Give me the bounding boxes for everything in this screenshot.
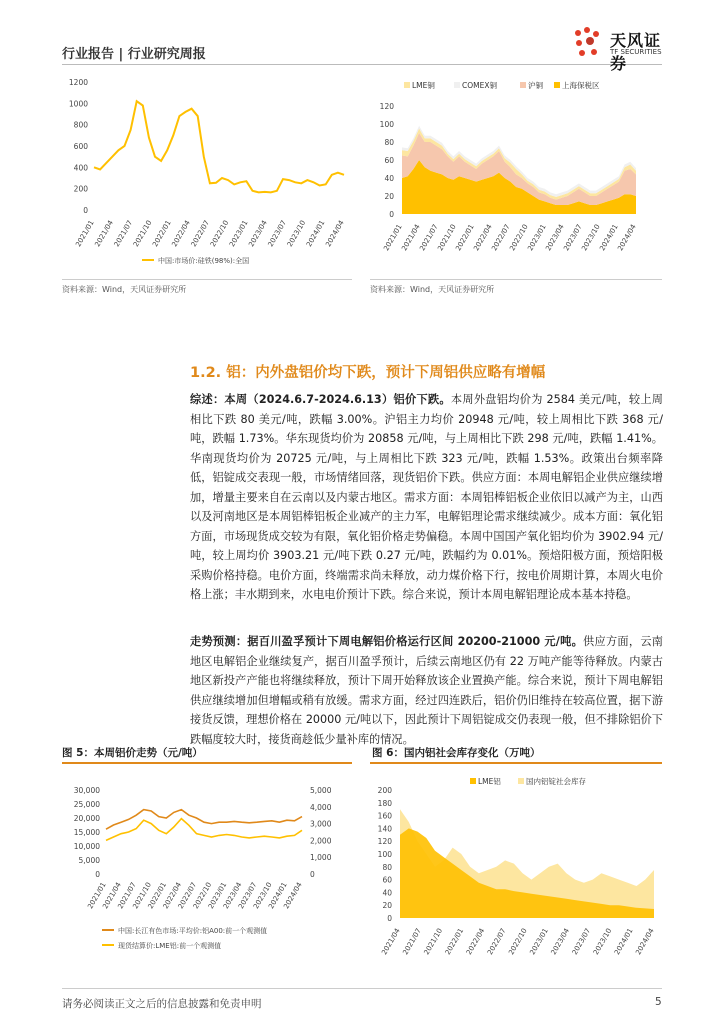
legend-label: 沪铜 <box>528 81 543 90</box>
y-tick-label: 0 <box>83 206 88 215</box>
x-tick-label: 2023/01 <box>526 223 548 253</box>
legend-swatch <box>518 778 524 784</box>
x-tick-label: 2022/10 <box>508 223 530 253</box>
y-tick-label: 0 <box>389 210 394 219</box>
y-tick-label: 800 <box>73 120 88 130</box>
legend <box>470 776 586 786</box>
x-tick-label: 2024/04 <box>616 223 638 253</box>
y-tick-label: 400 <box>73 163 88 173</box>
x-tick-label: 2024/01 <box>598 223 620 253</box>
x-tick-label: 2021/01 <box>382 223 404 253</box>
report-header: 行业报告 | 行业研究周报 <box>62 47 206 62</box>
summary-paragraph <box>190 390 663 605</box>
y-tick-label: 0 <box>387 914 392 923</box>
x-tick-label: 2024/04 <box>324 219 346 249</box>
x-tick-label: 2024/04 <box>634 927 656 957</box>
series-line <box>94 101 344 192</box>
logo-text-en: TF SECURITIES <box>610 48 662 56</box>
x-tick-label: 2023/01 <box>528 927 550 957</box>
x-tick-label: 2021/10 <box>436 223 458 253</box>
x-tick-label: 2021/10 <box>131 219 154 249</box>
legend-swatch <box>520 82 526 88</box>
y-axis-ticks <box>378 786 393 923</box>
y-tick-label: 10,000 <box>73 842 100 851</box>
legend-label: COMEX铜 <box>462 81 497 90</box>
x-tick-label: 2021/07 <box>116 881 138 911</box>
legend <box>404 80 600 90</box>
footer-divider <box>62 988 662 989</box>
legend-swatch <box>470 778 476 784</box>
x-tick-label: 2022/07 <box>176 881 199 911</box>
y-tick-label: 60 <box>384 156 394 165</box>
legend-label-2: 现货结算价:LME铝:前一个观测值 <box>118 942 222 950</box>
legend-swatch <box>554 82 560 88</box>
x-tick-label: 2022/04 <box>464 927 487 957</box>
logo-mark-icon <box>570 25 606 61</box>
legend-swatch <box>404 82 410 88</box>
x-tick-label: 2022/01 <box>146 881 169 911</box>
x-tick-label: 2021/10 <box>131 881 153 911</box>
x-tick-label: 2024/01 <box>613 927 635 957</box>
x-tick-label: 2021/04 <box>101 881 123 911</box>
x-tick-label: 2023/04 <box>247 219 269 249</box>
y-tick-label: 5,000 <box>78 856 100 865</box>
legend-label: LME铝 <box>478 777 501 786</box>
x-tick-label: 2021/04 <box>400 223 422 253</box>
y-tick-label: 600 <box>73 142 88 151</box>
series-line-shfe <box>106 810 302 830</box>
y-axis-ticks <box>380 102 395 219</box>
x-tick-label: 2022/01 <box>443 927 466 957</box>
y-tick-label: 120 <box>377 837 392 847</box>
header-divider <box>62 64 662 65</box>
y-tick-label: 200 <box>377 786 392 795</box>
forecast-lead: 走势预测：据百川盈孚预计下周电解铝价格运行区间 20200-21000 元/吨。 <box>190 635 584 648</box>
x-tick-label: 2022/10 <box>191 881 214 911</box>
x-axis-ticks <box>382 223 638 253</box>
x-tick-label: 2022/10 <box>208 219 231 249</box>
legend-label: 上海保税区 <box>562 81 600 90</box>
section-title: 1.2. 铝：内外盘铝价均下跌，预计下周铝供应略有增幅 <box>190 365 546 381</box>
x-tick-label: 2024/04 <box>282 881 304 911</box>
footer-disclaimer: 请务必阅读正文之后的信息披露和免责申明 <box>62 998 262 1010</box>
x-tick-label: 2022/07 <box>486 927 508 957</box>
x-tick-label: 2022/07 <box>189 219 212 249</box>
y-tick-label: 20,000 <box>73 814 100 823</box>
x-tick-label: 2021/04 <box>93 219 115 249</box>
figure-5-rule <box>62 762 352 764</box>
y-tick-label: 200 <box>73 184 88 194</box>
x-tick-label: 2023/10 <box>580 223 602 253</box>
logo-text-cn: 天风证券 <box>610 31 662 73</box>
y-tick-label: 40 <box>382 888 392 898</box>
y-tick-label: 20 <box>384 192 394 201</box>
divider <box>62 279 352 280</box>
x-tick-label: 2023/07 <box>562 223 584 253</box>
x-tick-label: 2023/04 <box>544 223 566 253</box>
x-tick-label: 2024/01 <box>305 219 327 249</box>
x-tick-label: 2023/04 <box>221 881 244 911</box>
x-tick-label: 2021/01 <box>74 219 96 249</box>
x-tick-label: 2021/01 <box>86 881 108 911</box>
y-tick-label: 80 <box>382 862 392 872</box>
page-number: 5 <box>655 996 662 1008</box>
x-tick-label: 2022/04 <box>472 223 494 253</box>
x-tick-label: 2022/04 <box>161 881 184 911</box>
legend-label: 国内铝锭社会库存 <box>526 777 586 786</box>
x-tick-label: 2021/10 <box>422 927 445 957</box>
x-tick-label: 2021/07 <box>418 223 440 253</box>
x-tick-label: 2021/04 <box>380 927 402 957</box>
y-tick-label: 1200 <box>68 78 88 87</box>
x-tick-label: 2024/01 <box>267 881 289 911</box>
y-tick-label: 5,000 <box>310 786 332 795</box>
x-axis-ticks <box>74 219 346 249</box>
x-tick-label: 2023/10 <box>591 927 614 957</box>
x-tick-label: 2022/10 <box>507 927 529 957</box>
y-tick-label: 4,000 <box>310 802 332 812</box>
y-tick-label: 160 <box>377 811 392 821</box>
x-tick-label: 2023/04 <box>549 927 572 957</box>
chart-top-left <box>62 70 352 275</box>
y-tick-label: 0 <box>95 870 100 879</box>
y-tick-label: 0 <box>310 870 315 879</box>
x-tick-label: 2023/01 <box>228 219 250 249</box>
legend-label-1: 中国:长江有色市场:平均价:铝A00:前一个观测值 <box>118 927 268 935</box>
figure-5-chart <box>62 770 352 982</box>
left-axis-ticks <box>74 786 100 879</box>
y-tick-label: 120 <box>379 102 394 111</box>
summary-body: 本周外盘铝均价为 2584 美元/吨，较上周相比下跌 80 美元/吨，跌幅 3.00%。沪铝主力均价 20948 元/吨，较上周相比下跌 368 元/吨，跌幅 1.73%。华东现货均价为 20858 元/吨，与上周相比下跌 298 元/吨，跌幅 1.41%。华南现货均价为 20725 元/吨，与上周相比下跌 323 元/吨，跌幅 1.53%。政策出台频率降低，铝锭成交表现一般，市场情绪回落，现货铝价下跌。供应方面：本周电解铝企业供应继续增加，增量主要来自在云南以及内蒙古地区。需求方面：本周铝棒铝板企业依旧以减产为主，山西以及河南地区是本周铝棒铝板企业减产的主力军，电解铝理论需求继续减少。成本方面：氧化铝方面，市场现货成交较为有限，氧化铝价格走势偏稳。本周中国国产氧化铝均价为 3902.94 元/吨，较上周均价 3903.21 元/吨下跌 0.27 元/吨，跌幅约为 0.01%。预焙阳极方面，预焙阳极采购价格持稳。电价方面，终端需求尚未释放，动力煤价格下行，按电价周期计算，本周火电价格上涨；丰水期到来，水电电价预计下跌。综合来说，预计本周电解铝理论成本基本持稳。 <box>190 393 663 601</box>
y-tick-label: 15,000 <box>73 828 100 837</box>
y-tick-label: 80 <box>384 138 394 147</box>
x-tick-label: 2021/07 <box>112 219 135 249</box>
summary-lead: 综述：本周（2024.6.7-2024.6.13）铝价下跌。 <box>190 393 451 406</box>
y-tick-label: 180 <box>377 798 392 808</box>
y-axis-ticks <box>69 78 88 215</box>
y-tick-label: 60 <box>382 875 392 885</box>
legend-swatch <box>454 82 460 88</box>
figure-6-title: 图 6：国内铝社会库存变化（万吨） <box>372 747 541 759</box>
y-tick-label: 25,000 <box>73 800 100 809</box>
y-tick-label: 30,000 <box>73 786 100 795</box>
stacked-areas <box>402 126 636 214</box>
y-tick-label: 1,000 <box>310 853 332 863</box>
x-axis-ticks <box>380 927 656 957</box>
y-tick-label: 3,000 <box>310 819 332 829</box>
y-tick-label: 100 <box>379 120 394 129</box>
y-tick-label: 2,000 <box>310 836 332 846</box>
x-tick-label: 2022/07 <box>490 223 512 253</box>
y-tick-label: 20 <box>382 901 392 911</box>
y-tick-label: 40 <box>384 174 394 183</box>
x-tick-label: 2022/01 <box>454 223 476 253</box>
figure-5-title: 图 5：本周铝价走势（元/吨） <box>62 747 203 759</box>
x-tick-label: 2021/07 <box>401 927 423 957</box>
y-tick-label: 1000 <box>68 99 88 109</box>
figure-6-chart <box>370 770 662 982</box>
x-axis-ticks <box>86 881 304 911</box>
areas <box>400 809 654 918</box>
chart-top-right <box>370 70 662 280</box>
x-tick-label: 2023/10 <box>285 218 308 249</box>
source-note-right: 资料来源：Wind，天风证券研究所 <box>370 285 495 294</box>
x-tick-label: 2023/07 <box>266 219 289 249</box>
right-axis-ticks <box>310 786 332 879</box>
x-tick-label: 2023/10 <box>252 881 274 911</box>
x-tick-label: 2023/07 <box>237 881 259 911</box>
y-tick-label: 140 <box>377 824 392 834</box>
y-tick-label: 100 <box>377 850 392 859</box>
divider <box>370 279 662 280</box>
x-tick-label: 2022/01 <box>151 219 173 249</box>
x-tick-label: 2022/04 <box>170 219 192 249</box>
source-note-left: 资料来源：Wind，天风证券研究所 <box>62 285 187 294</box>
x-tick-label: 2023/07 <box>570 927 593 957</box>
forecast-body: 供应方面，云南地区电解铝企业继续复产，据百川盈孚预计，后续云南地区仍有 22 万吨产能等待释放。内蒙古地区新投产产能也将继续释放，预计下周开始释放该企业置换产能。综合来说，预计下周电解铝供应继续增加但增幅或稍有放缓。需求方面，经过四连跌后，铝价仍旧维持在较高位置，据下游接货反馈，理想价格在 20000 元/吨以下，因此预计下周铝锭成交仍表现一般，但不排除铝价下跌幅度较大时，接货商趁低少量补库的情况。 <box>190 635 663 746</box>
legend-label: LME铜 <box>412 81 435 90</box>
legend-label: 中国:市场价:硅铁(98%):全国 <box>158 257 250 265</box>
figure-6-rule <box>370 762 662 764</box>
forecast-paragraph <box>190 632 663 749</box>
x-tick-label: 2023/01 <box>206 881 229 911</box>
company-logo <box>570 25 670 73</box>
